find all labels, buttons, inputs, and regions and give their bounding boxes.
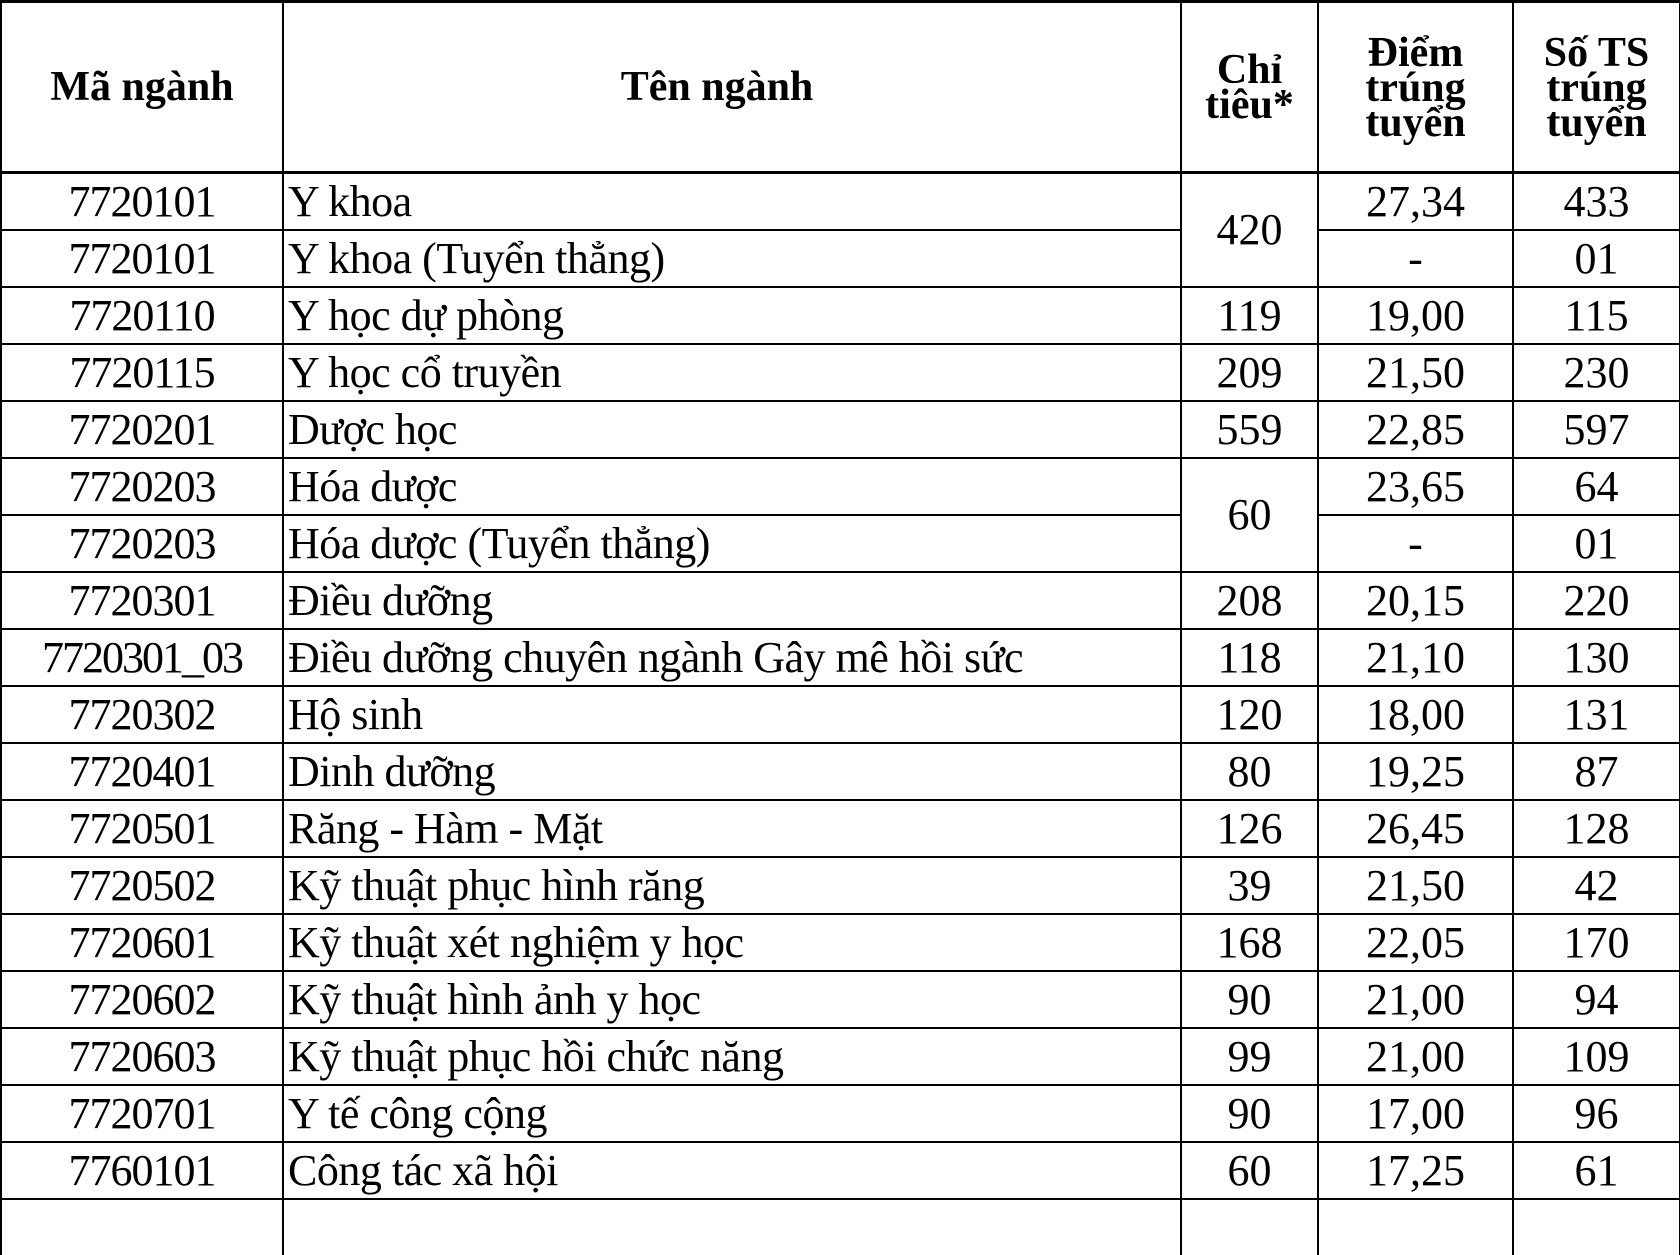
table-row: [1, 401, 1680, 458]
cell-name: Kỹ thuật phục hình răng: [283, 857, 1181, 914]
cell-code: 7720301_03: [1, 629, 283, 686]
table-row: [1, 1028, 1680, 1085]
cell-code: 7720101: [1, 173, 283, 231]
cell-score: 18,00: [1318, 686, 1513, 743]
cell-score: 21,10: [1318, 629, 1513, 686]
header-admitted: Số TS trúng tuyển: [1513, 2, 1680, 173]
cell-code: 7720201: [1, 401, 283, 458]
cell-empty: [1318, 1199, 1513, 1255]
cell-name: Kỹ thuật phục hồi chức năng: [283, 1028, 1181, 1085]
table-row: [1, 629, 1680, 686]
header-quota: Chỉ tiêu*: [1181, 2, 1318, 173]
cell-admitted: 115: [1513, 287, 1680, 344]
cell-quota: 126: [1181, 800, 1318, 857]
cell-admitted: 230: [1513, 344, 1680, 401]
cell-name: Kỹ thuật hình ảnh y học: [283, 971, 1181, 1028]
cell-score: 20,15: [1318, 572, 1513, 629]
cell-quota: 420: [1181, 173, 1318, 288]
cell-code: 7720115: [1, 344, 283, 401]
cell-score: 21,00: [1318, 971, 1513, 1028]
cell-score: 17,00: [1318, 1085, 1513, 1142]
cell-quota: 39: [1181, 857, 1318, 914]
table-row: [1, 914, 1680, 971]
table-body: [1, 173, 1680, 1255]
cell-code: 7720302: [1, 686, 283, 743]
cell-code: 7720301: [1, 572, 283, 629]
table-row: [1, 230, 1680, 287]
cell-admitted: 01: [1513, 515, 1680, 572]
table-row: [1, 743, 1680, 800]
cell-admitted: 433: [1513, 173, 1680, 231]
cell-score: 19,25: [1318, 743, 1513, 800]
table-row-cutoff: [1, 1199, 1680, 1255]
cell-score: 21,00: [1318, 1028, 1513, 1085]
cell-admitted: 170: [1513, 914, 1680, 971]
cell-code: 7720401: [1, 743, 283, 800]
cell-quota: 118: [1181, 629, 1318, 686]
cell-score: 27,34: [1318, 173, 1513, 231]
cell-name: Điều dưỡng: [283, 572, 1181, 629]
cell-empty: [1, 1199, 283, 1255]
cell-admitted: 96: [1513, 1085, 1680, 1142]
cell-quota: 60: [1181, 458, 1318, 572]
table-row: [1, 857, 1680, 914]
cell-code: 7720502: [1, 857, 283, 914]
cell-admitted: 87: [1513, 743, 1680, 800]
cell-quota: 99: [1181, 1028, 1318, 1085]
cell-name: Y học dự phòng: [283, 287, 1181, 344]
cell-code: 7720101: [1, 230, 283, 287]
table-row: [1, 572, 1680, 629]
cell-score: -: [1318, 230, 1513, 287]
cell-admitted: 94: [1513, 971, 1680, 1028]
header-score: Điểm trúng tuyển: [1318, 2, 1513, 173]
table-row: [1, 173, 1680, 231]
table-row: [1, 287, 1680, 344]
cell-score: 26,45: [1318, 800, 1513, 857]
cell-name: Điều dưỡng chuyên ngành Gây mê hồi sức: [283, 629, 1181, 686]
table-row: [1, 800, 1680, 857]
cell-quota: 168: [1181, 914, 1318, 971]
cell-quota: 90: [1181, 971, 1318, 1028]
cell-admitted: 61: [1513, 1142, 1680, 1199]
cell-quota: 80: [1181, 743, 1318, 800]
cell-name: Hóa dược: [283, 458, 1181, 515]
cell-code: 7720601: [1, 914, 283, 971]
header-row: [1, 2, 1680, 173]
table-row: [1, 1142, 1680, 1199]
cell-score: 21,50: [1318, 344, 1513, 401]
cell-quota: 209: [1181, 344, 1318, 401]
cell-admitted: 109: [1513, 1028, 1680, 1085]
cell-admitted: 01: [1513, 230, 1680, 287]
cell-code: 7720602: [1, 971, 283, 1028]
cell-name: Răng - Hàm - Mặt: [283, 800, 1181, 857]
cell-quota: 60: [1181, 1142, 1318, 1199]
cell-code: 7720501: [1, 800, 283, 857]
cell-score: 23,65: [1318, 458, 1513, 515]
cell-empty: [283, 1199, 1181, 1255]
table-row: [1, 971, 1680, 1028]
cell-admitted: 220: [1513, 572, 1680, 629]
cell-admitted: 128: [1513, 800, 1680, 857]
cell-score: 19,00: [1318, 287, 1513, 344]
cell-quota: 119: [1181, 287, 1318, 344]
table-row: [1, 344, 1680, 401]
cell-quota: 90: [1181, 1085, 1318, 1142]
cell-empty: [1181, 1199, 1318, 1255]
cell-score: 21,50: [1318, 857, 1513, 914]
cell-score: -: [1318, 515, 1513, 572]
cell-score: 22,05: [1318, 914, 1513, 971]
table-row: [1, 1085, 1680, 1142]
cell-name: Y tế công cộng: [283, 1085, 1181, 1142]
cell-name: Hóa dược (Tuyển thẳng): [283, 515, 1181, 572]
cell-name: Công tác xã hội: [283, 1142, 1181, 1199]
cell-score: 17,25: [1318, 1142, 1513, 1199]
cell-code: 7720203: [1, 515, 283, 572]
cell-name: Dược học: [283, 401, 1181, 458]
cell-name: Y khoa: [283, 173, 1181, 231]
cell-quota: 208: [1181, 572, 1318, 629]
cell-name: Y khoa (Tuyển thẳng): [283, 230, 1181, 287]
cell-admitted: 64: [1513, 458, 1680, 515]
table-row: [1, 458, 1680, 515]
cell-name: Kỹ thuật xét nghiệm y học: [283, 914, 1181, 971]
header-code: Mã ngành: [1, 2, 283, 173]
cell-code: 7760101: [1, 1142, 283, 1199]
cell-admitted: 130: [1513, 629, 1680, 686]
table-row: [1, 515, 1680, 572]
cell-admitted: 597: [1513, 401, 1680, 458]
cell-admitted: 42: [1513, 857, 1680, 914]
cell-empty: [1513, 1199, 1680, 1255]
cell-name: Hộ sinh: [283, 686, 1181, 743]
cell-code: 7720603: [1, 1028, 283, 1085]
cell-quota: 120: [1181, 686, 1318, 743]
cell-code: 7720701: [1, 1085, 283, 1142]
header-name: Tên ngành: [283, 2, 1181, 173]
table-header: [1, 2, 1680, 173]
table-row: [1, 686, 1680, 743]
cell-code: 7720110: [1, 287, 283, 344]
cell-name: Dinh dưỡng: [283, 743, 1181, 800]
cell-code: 7720203: [1, 458, 283, 515]
cell-quota: 559: [1181, 401, 1318, 458]
cell-score: 22,85: [1318, 401, 1513, 458]
cell-name: Y học cổ truyền: [283, 344, 1181, 401]
cell-admitted: 131: [1513, 686, 1680, 743]
